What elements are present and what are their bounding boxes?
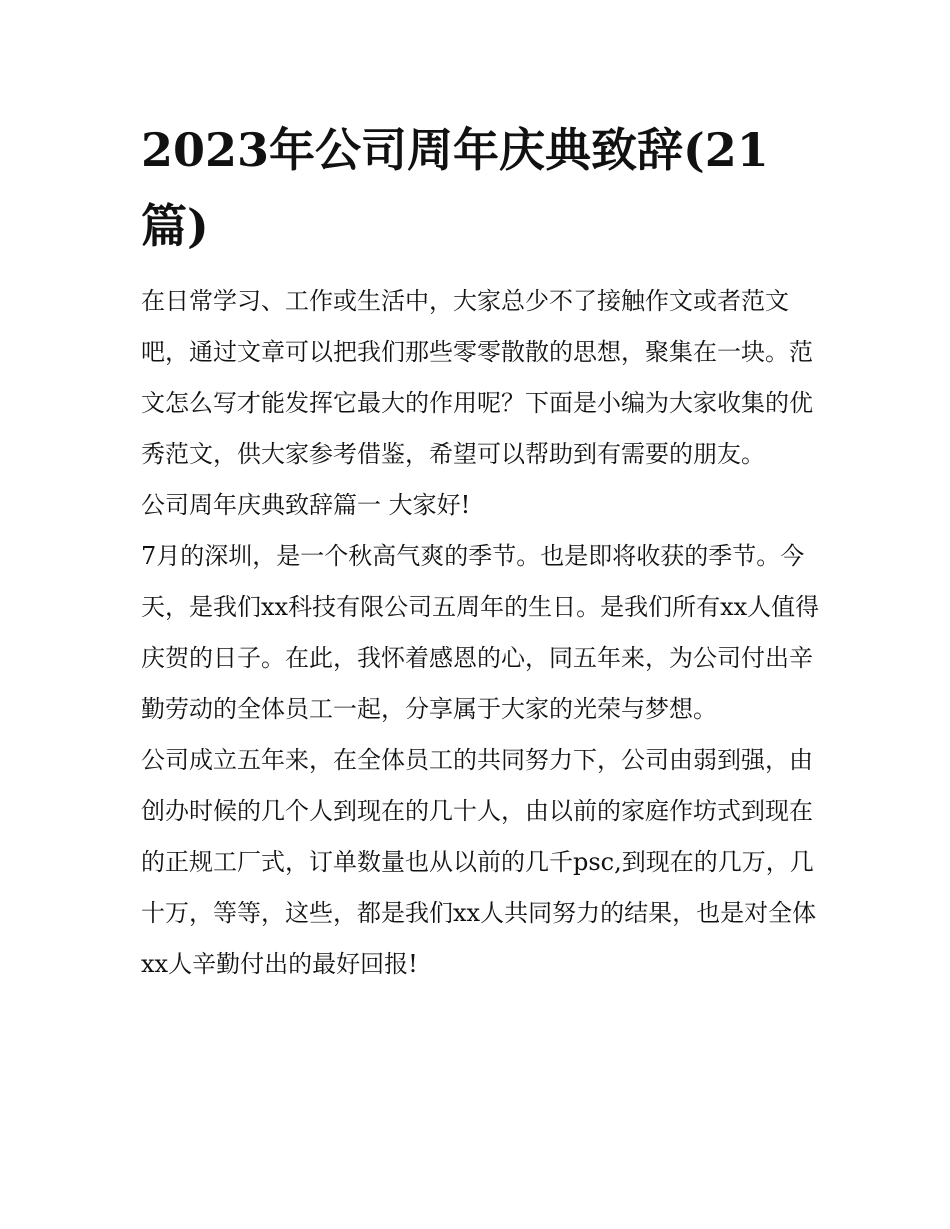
title-spacer xyxy=(141,264,821,276)
paragraph-intro: 在日常学习、工作或生活中，大家总少不了接触作文或者范文吧，通过文章可以把我们那些零零散散的思想，聚集在一块。范文怎么写才能发挥它最大的作用呢？下面是小编为大家收集的优秀范文，供大家参考借鉴，希望可以帮助到有需要的朋友。 xyxy=(141,287,813,468)
document-body xyxy=(141,112,821,990)
document-title: 2023年公司周年庆典致辞(21篇) xyxy=(141,123,769,253)
paragraph-growth: 公司成立五年来，在全体员工的共同努力下，公司由弱到强，由创办时候的几个人到现在的几十人，由以前的家庭作坊式到现在的正规工厂式，订单数量也从以前的几千psc,到现在的几万，几十万，等等，这些，都是我们xx人共同努力的结果，也是对全体xx人辛勤付出的最好回报! xyxy=(141,746,817,978)
paragraph-anniversary: 7月的深圳，是一个秋高气爽的季节。也是即将收获的季节。今天，是我们xx科技有限公司五周年的生日。是我们所有xx人值得庆贺的日子。在此，我怀着感恩的心，同五年来，为公司付出辛勤劳动的全体员工一起，分享属于大家的光荣与梦想。 xyxy=(141,542,820,723)
paragraph-section-heading: 公司周年庆典致辞篇一 大家好! xyxy=(141,491,471,519)
